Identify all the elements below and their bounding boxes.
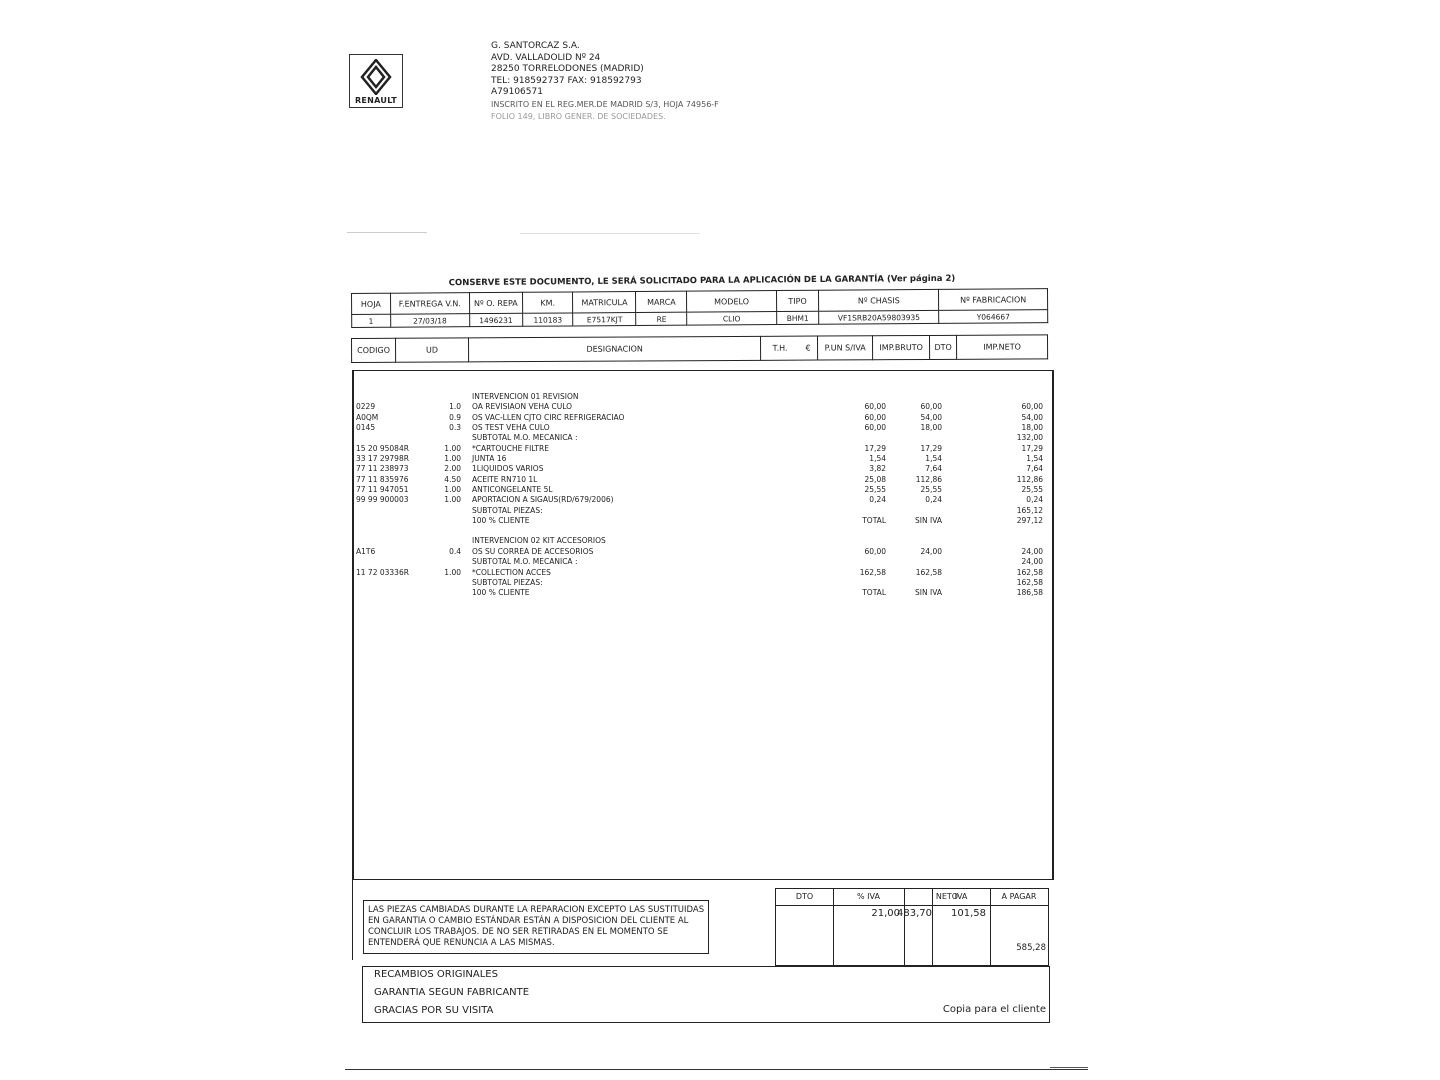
line-item-row: [356, 578, 1046, 588]
line-description: ACEITE RN710 1L: [472, 474, 538, 484]
totals-label-iva: IVA: [954, 892, 968, 901]
line-items-header: [351, 334, 1048, 363]
line-unit-price: 60,00: [864, 402, 886, 412]
line-description: SUBTOTAL M.O. MECANICA :: [472, 557, 578, 567]
header-value-km: 110183: [522, 313, 573, 326]
line-code: 15 20 95084R: [356, 443, 409, 453]
company-address: AVD. VALLADOLID Nº 24: [491, 52, 601, 63]
line-gross-amount: 0,24: [925, 495, 942, 505]
page-bottom-rule: [345, 1069, 1088, 1070]
col-dto: DTO: [930, 335, 957, 359]
renault-diamond-icon: [359, 59, 393, 95]
line-item-row: [356, 516, 1046, 526]
line-code: 0145: [356, 423, 376, 433]
line-gross-amount: 54,00: [920, 412, 942, 422]
line-unit-price: 0,24: [869, 495, 886, 505]
header-label-fabricacion: Nº FABRICACION: [939, 289, 1048, 311]
line-net-amount: 165,12: [1016, 505, 1043, 515]
line-code: 33 17 29798R: [356, 454, 409, 464]
vehicle-header-table: [351, 288, 1048, 328]
line-description: SUBTOTAL PIEZAS:: [472, 505, 543, 515]
line-net-amount: 7,64: [1026, 464, 1043, 474]
line-item-row: [356, 475, 1046, 485]
logo-wordmark: RENAULT: [354, 96, 398, 105]
line-net-amount: 297,12: [1016, 516, 1043, 526]
header-label-entrega: F.ENTREGA V.N.: [390, 293, 469, 315]
line-item-row: [356, 547, 1046, 557]
line-code: 99 99 900003: [356, 495, 409, 505]
line-description: ANTICONGELANTE 5L: [472, 485, 553, 495]
line-quantity: 0.9: [449, 412, 461, 422]
warranty-notice-title: CONSERVE ESTE DOCUMENTO, LE SERÁ SOLICITADO PARA LA APLICACIÓN DE LA GARANTÍA (Ver página 2): [448, 273, 956, 289]
line-net-amount: 17,29: [1021, 443, 1043, 453]
parts-disposal-notice: LAS PIEZAS CAMBIADAS DURANTE LA REPARACION EXCEPTO LAS SUSTITUIDAS EN GARANTIA O CAMBIO ESTÁNDAR ESTÁN A DISPOSICION DEL CLIENTE AL CONCLUIR LOS TRABAJOS. DE NO SER RETIRADAS EN EL MOMENTO SE ENTENDERÁ QUE RENUNCIA A LAS MISMAS.: [363, 900, 709, 954]
col-designacion: DESIGNACION: [468, 336, 761, 362]
frame-line: [352, 880, 353, 960]
col-bruto: IMP.BRUTO: [873, 335, 930, 359]
header-value-orden: 1496231: [470, 313, 523, 326]
header-value-entrega: 27/03/18: [390, 314, 469, 328]
company-name: G. SANTORCAZ S.A.: [491, 41, 580, 51]
line-items: [356, 392, 1046, 599]
customer-copy-label: Copia para el cliente: [942, 1004, 1046, 1015]
line-description: OS TEST VEHA CULO: [472, 423, 550, 433]
header-value-matricula: E7517KJT: [573, 313, 636, 326]
footer-warranty: GARANTIA SEGUN FABRICANTE: [374, 987, 530, 998]
line-gross-amount: 1,54: [925, 454, 942, 464]
line-gross-amount: 18,00: [920, 423, 942, 433]
scan-mark: [347, 232, 427, 233]
line-description: INTERVENCION 02 KIT ACCESORIOS: [472, 536, 606, 546]
line-item-row: [356, 588, 1046, 598]
line-item-row: [356, 485, 1046, 495]
line-description: SUBTOTAL PIEZAS:: [472, 577, 543, 587]
line-quantity: 1.00: [444, 495, 461, 505]
totals-label-neto: NETO: [935, 892, 959, 901]
line-quantity: 2.00: [444, 464, 461, 474]
line-quantity: 1.00: [444, 454, 461, 464]
totals-label-pct-iva: % IVA: [857, 892, 880, 901]
line-unit-price: 25,55: [864, 485, 886, 495]
footer-box: [362, 966, 1050, 1023]
totals-pct-iva: 21,00: [871, 908, 900, 919]
footer-original-parts: RECAMBIOS ORIGINALES: [374, 969, 498, 980]
line-gross-amount: 162,58: [915, 567, 942, 577]
header-value-tipo: BHM1: [776, 311, 819, 324]
totals-neto: 483,70: [897, 908, 932, 919]
line-net-amount: 1,54: [1026, 454, 1043, 464]
line-quantity: 4.50: [444, 474, 461, 484]
line-description: *CARTOUCHE FILTRE: [472, 443, 549, 453]
col-ud: UD: [395, 338, 468, 362]
header-label-km: KM.: [522, 292, 573, 313]
line-quantity: 1.00: [444, 567, 461, 577]
line-description: 100 % CLIENTE: [472, 588, 530, 598]
scan-mark: [520, 233, 700, 234]
page-bottom-rule: [1050, 1067, 1088, 1068]
line-unit-price: 162,58: [859, 567, 886, 577]
company-city: 28250 TORRELODONES (MADRID): [491, 64, 644, 75]
line-unit-price: 60,00: [864, 423, 886, 433]
line-code: 77 11 835976: [356, 474, 409, 484]
line-quantity: 1.00: [444, 485, 461, 495]
line-item-row: [356, 402, 1046, 412]
line-net-amount: 162,58: [1016, 577, 1043, 587]
line-code: 0229: [356, 402, 376, 412]
line-description: *COLLECTION ACCES: [472, 567, 551, 577]
line-unit-price: TOTAL: [862, 588, 886, 598]
line-item-row: [356, 536, 1046, 546]
line-description: APORTACION A SIGAUS(RD/679/2006): [472, 495, 614, 505]
header-label-chasis: Nº CHASIS: [819, 289, 939, 311]
line-unit-price: 17,29: [864, 443, 886, 453]
line-description: OS VAC-LLEN CJTO CIRC REFRIGERACIAO: [472, 412, 625, 422]
line-unit-price: 1,54: [869, 454, 886, 464]
line-unit-price: 25,08: [864, 474, 886, 484]
header-value-fabricacion: Y064667: [939, 310, 1048, 324]
line-unit-price: 60,00: [864, 546, 886, 556]
line-unit-price: 60,00: [864, 412, 886, 422]
line-code: 11 72 03336R: [356, 567, 409, 577]
line-gross-amount: 7,64: [925, 464, 942, 474]
line-item-row: [356, 557, 1046, 567]
header-value-modelo: CLIO: [687, 312, 776, 326]
line-spacer: [356, 526, 1046, 536]
header-label-matricula: MATRICULA: [573, 292, 636, 313]
header-label-tipo: TIPO: [776, 290, 819, 311]
company-tax-id: A79106571: [491, 87, 543, 98]
header-label-hoja: HOJA: [352, 293, 391, 314]
line-gross-amount: 25,55: [920, 485, 942, 495]
line-item-row: [356, 423, 1046, 433]
line-item-row: [356, 413, 1046, 423]
line-item-row: [356, 444, 1046, 454]
line-gross-amount: 60,00: [920, 402, 942, 412]
line-unit-price: 3,82: [869, 464, 886, 474]
line-net-amount: 132,00: [1016, 433, 1043, 443]
header-label-marca: MARCA: [636, 291, 687, 312]
line-code: A0QM: [356, 412, 379, 422]
line-gross-amount: SIN IVA: [915, 516, 942, 526]
line-net-amount: 54,00: [1021, 412, 1043, 422]
line-quantity: 0.4: [449, 546, 461, 556]
line-gross-amount: 24,00: [920, 546, 942, 556]
line-quantity: 1.0: [449, 402, 461, 412]
company-info: [491, 41, 719, 122]
line-gross-amount: 112,86: [915, 474, 942, 484]
line-item-row: [356, 568, 1046, 578]
company-phone: TEL: 918592737 FAX: 918592793: [491, 75, 642, 86]
line-description: OS SU CORREA DE ACCESORIOS: [472, 546, 594, 556]
line-code: 77 11 238973: [356, 464, 409, 474]
totals-a-pagar: 585,28: [1016, 943, 1046, 953]
line-item-row: [356, 392, 1046, 402]
line-net-amount: 24,00: [1021, 557, 1043, 567]
line-quantity: 0.3: [449, 423, 461, 433]
company-registry-2: FOLIO 149, LIBRO GENER. DE SOCIEDADES.: [491, 111, 666, 121]
line-item-row: [356, 495, 1046, 505]
col-neto: IMP.NETO: [957, 335, 1048, 359]
line-net-amount: 0,24: [1026, 495, 1043, 505]
line-description: 1LIQUIDOS VARIOS: [472, 464, 544, 474]
line-item-row: [356, 464, 1046, 474]
line-net-amount: 186,58: [1016, 588, 1043, 598]
line-net-amount: 24,00: [1021, 546, 1043, 556]
line-item-row: [356, 433, 1046, 443]
totals-box: [775, 888, 1049, 966]
line-net-amount: 162,58: [1016, 567, 1043, 577]
header-value-chasis: VF1SRB20A59803935: [819, 310, 939, 324]
line-item-row: [356, 506, 1046, 516]
totals-iva: 101,58: [951, 908, 986, 919]
footer-thanks: GRACIAS POR SU VISITA: [374, 1005, 494, 1016]
line-gross-amount: 17,29: [920, 443, 942, 453]
line-quantity: 1.00: [444, 443, 461, 453]
col-euro: €: [799, 336, 818, 360]
line-gross-amount: SIN IVA: [915, 588, 942, 598]
line-code: 77 11 947051: [356, 485, 409, 495]
line-unit-price: TOTAL: [862, 516, 886, 526]
totals-label-a-pagar: A PAGAR: [1001, 892, 1037, 901]
line-description: 100 % CLIENTE: [472, 516, 530, 526]
header-value-hoja: 1: [352, 314, 391, 327]
line-net-amount: 25,55: [1021, 485, 1043, 495]
company-registry-1: INSCRITO EN EL REG.MER.DE MADRID S/3, HOJA 74956-F: [491, 99, 719, 109]
line-description: SUBTOTAL M.O. MECANICA :: [472, 433, 578, 443]
line-net-amount: 18,00: [1021, 423, 1043, 433]
col-codigo: CODIGO: [352, 338, 396, 362]
col-pun: P.UN S/IVA: [818, 336, 873, 360]
line-net-amount: 112,86: [1016, 474, 1043, 484]
header-label-modelo: MODELO: [687, 291, 777, 313]
line-code: A1T6: [356, 546, 376, 556]
line-net-amount: 60,00: [1021, 402, 1043, 412]
renault-logo: [349, 54, 403, 108]
line-description: OA REVISIAON VEHA CULO: [472, 402, 573, 412]
totals-label-dto: DTO: [795, 892, 814, 901]
line-description: INTERVENCION 01 REVISION: [472, 392, 579, 401]
header-label-orden: Nº O. REPA: [469, 292, 522, 313]
header-value-marca: RE: [636, 312, 687, 325]
col-th: T.H.: [761, 336, 799, 360]
line-description: JUNTA 16: [472, 454, 507, 464]
line-item-row: [356, 454, 1046, 464]
